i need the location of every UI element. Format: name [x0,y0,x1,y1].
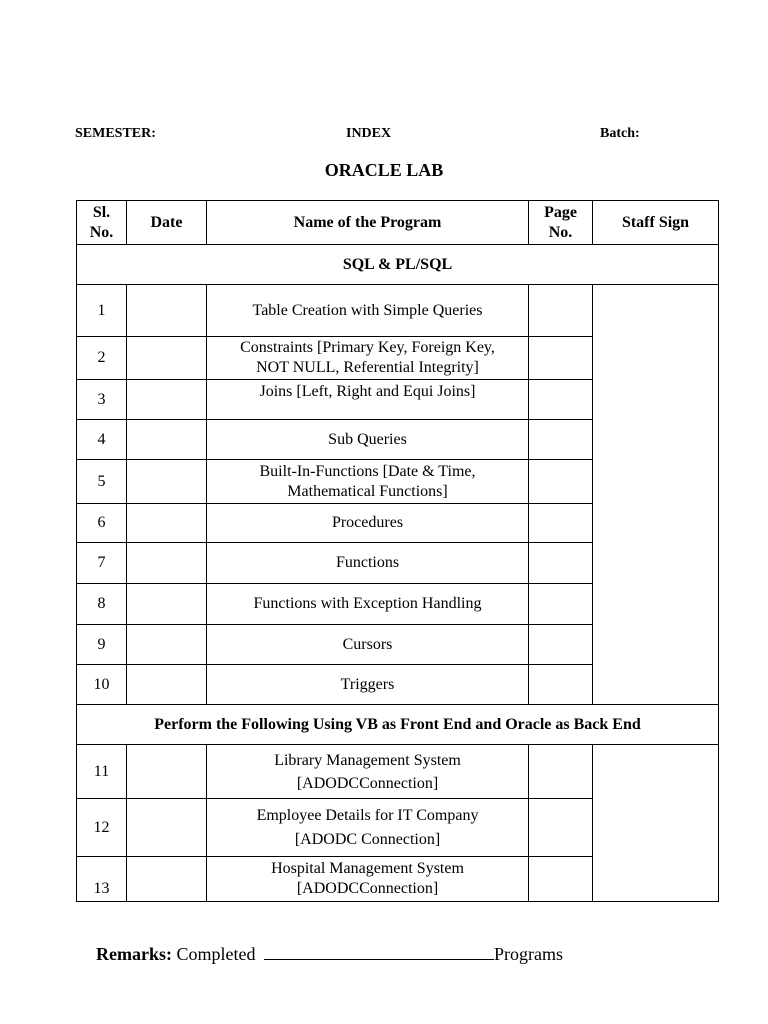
date-cell [127,665,207,705]
row-number: 4 [77,420,127,460]
remarks-text: Completed [176,944,256,964]
program-name-cell: Library Management System [ADODCConnection] [207,745,529,799]
col-page-no: Page No. [529,201,593,245]
program-name-cell: Sub Queries [207,420,529,460]
program-name-cell: Built-In-Functions [Date & Time, Mathematical Functions] [207,460,529,504]
date-cell [127,337,207,380]
remarks-label: Remarks: [96,944,172,964]
col-program-name: Name of the Program [207,201,529,245]
date-cell [127,380,207,420]
program-name-cell: Functions with Exception Handling [207,584,529,625]
staff-sign-cell [593,285,719,705]
col-sl-no: Sl. No. [77,201,127,245]
row-number: 9 [77,625,127,665]
page-no-cell [529,504,593,543]
index-label: INDEX [346,126,392,141]
row-number: 13 [77,857,127,902]
page-no-cell [529,420,593,460]
page-no-cell [529,460,593,504]
col-staff-sign: Staff Sign [593,201,719,245]
date-cell [127,857,207,902]
row-number: 7 [77,543,127,584]
page-no-cell [529,745,593,799]
page-no-cell [529,799,593,857]
table-header-row [77,201,719,245]
remarks-blank-line [264,943,494,960]
date-cell [127,745,207,799]
date-cell [127,504,207,543]
row-number: 1 [77,285,127,337]
date-cell [127,420,207,460]
row-number: 3 [77,380,127,420]
date-cell [127,285,207,337]
index-table [76,200,719,902]
semester-label: SEMESTER: [75,126,156,141]
program-name-cell: Hospital Management System [ADODCConnection] [207,857,529,902]
row-number: 6 [77,504,127,543]
program-name-cell: Functions [207,543,529,584]
row-number: 8 [77,584,127,625]
page-no-cell [529,857,593,902]
date-cell [127,584,207,625]
page-no-cell [529,380,593,420]
date-cell [127,543,207,584]
table-row [77,285,719,337]
row-number: 2 [77,337,127,380]
page-title: ORACLE LAB [324,160,444,180]
page-no-cell [529,285,593,337]
program-name-cell: Table Creation with Simple Queries [207,285,529,337]
section-row [77,245,719,285]
date-cell [127,460,207,504]
remarks-line [96,943,563,965]
program-name-cell: Employee Details for IT Company [ADODC Connection] [207,799,529,857]
page-no-cell [529,665,593,705]
row-number: 12 [77,799,127,857]
program-name-cell: Cursors [207,625,529,665]
date-cell [127,799,207,857]
program-name-cell: Joins [Left, Right and Equi Joins] [207,380,529,420]
program-name-cell: Constraints [Primary Key, Foreign Key, NOT NULL, Referential Integrity] [207,337,529,380]
batch-label: Batch: [600,126,640,141]
row-number: 5 [77,460,127,504]
staff-sign-cell [593,745,719,902]
program-name-cell: Procedures [207,504,529,543]
page-no-cell [529,584,593,625]
remarks-suffix: Programs [493,944,563,964]
row-number: 11 [77,745,127,799]
date-cell [127,625,207,665]
section-row [77,705,719,745]
section-title: Perform the Following Using VB as Front End and Oracle as Back End [77,705,719,745]
program-name-cell: Triggers [207,665,529,705]
page-no-cell [529,337,593,380]
table-row [77,745,719,799]
page-no-cell [529,625,593,665]
row-number: 10 [77,665,127,705]
col-date: Date [127,201,207,245]
page-no-cell [529,543,593,584]
section-title: SQL & PL/SQL [77,245,719,285]
